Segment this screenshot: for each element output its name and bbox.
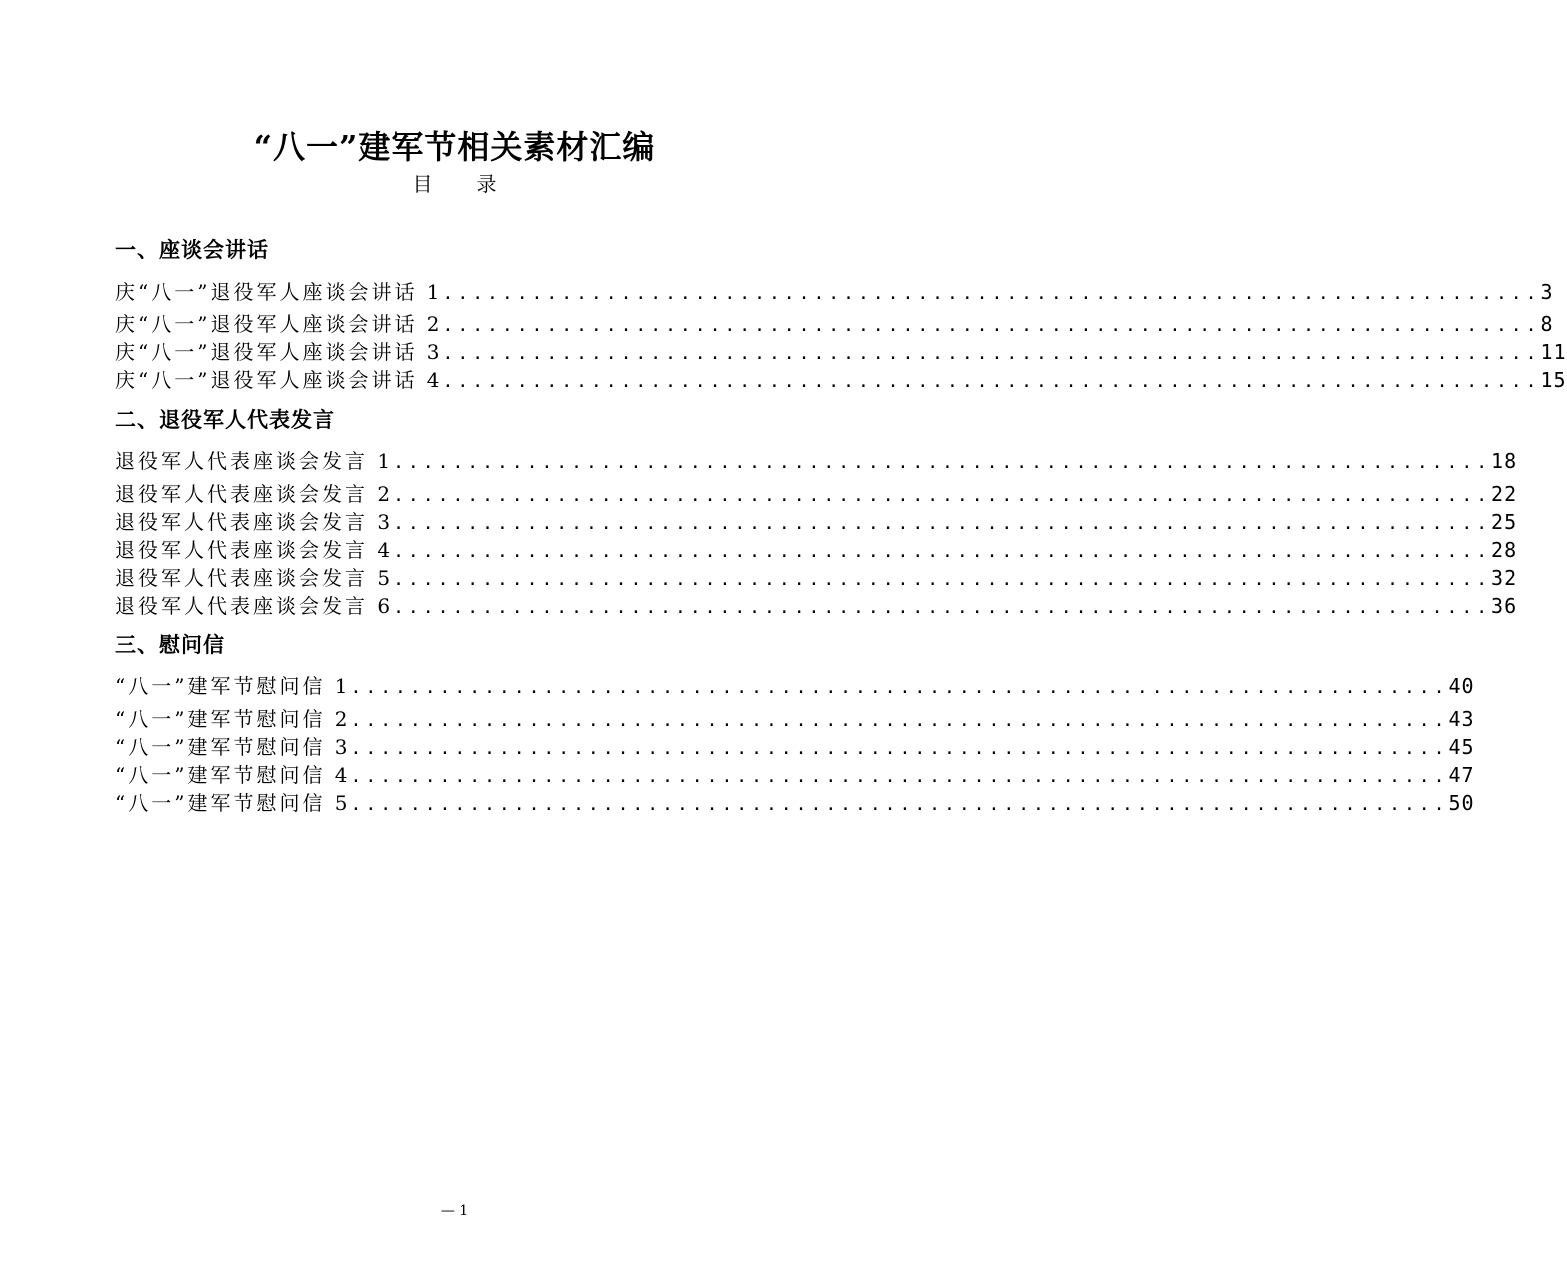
- toc-entry[interactable]: [115, 734, 1475, 760]
- toc-entry-title: 退役军人代表座谈会发言 4: [115, 538, 394, 562]
- toc-entry-page: 18: [1491, 449, 1518, 473]
- dot-leader: ..........................................................................: [350, 710, 1449, 731]
- dot-leader: ..........................................................................: [350, 677, 1449, 698]
- toc-entry[interactable]: [115, 311, 1554, 337]
- dot-leader: ..........................................................................: [393, 541, 1492, 562]
- dot-leader: ..........................................................................: [442, 343, 1541, 364]
- dot-leader: ..........................................................................: [350, 766, 1449, 787]
- toc-entry[interactable]: [115, 481, 1518, 507]
- dot-leader: ..........................................................................: [393, 597, 1492, 618]
- toc-entry-title: 退役军人代表座谈会发言 2: [115, 482, 394, 506]
- toc-entry-title: 退役军人代表座谈会发言 5: [115, 566, 394, 590]
- toc-entry-page: 32: [1491, 566, 1518, 590]
- toc-entry-title: 退役军人代表座谈会发言 1: [115, 449, 394, 473]
- toc-entry-title: “八一”建军节慰问信 2: [115, 707, 351, 731]
- toc-subtitle: 目录: [412, 172, 541, 196]
- toc-entry[interactable]: [115, 448, 1518, 474]
- toc-entry-page: 50: [1448, 791, 1475, 815]
- section-heading: 一、座谈会讲话: [115, 238, 269, 262]
- toc-entry-title: 庆“八一”退役军人座谈会讲话 3: [115, 340, 443, 364]
- toc-entry-page: 8: [1540, 312, 1554, 336]
- toc-entry[interactable]: [115, 565, 1518, 591]
- toc-entry-page: 11: [1540, 340, 1567, 364]
- section-heading: 三、慰问信: [115, 633, 225, 657]
- toc-entry-page: 15: [1540, 368, 1567, 392]
- toc-entry[interactable]: [115, 593, 1518, 619]
- toc-entry-page: 3: [1540, 280, 1554, 304]
- toc-entry-title: “八一”建军节慰问信 4: [115, 763, 351, 787]
- toc-entry-title: 退役军人代表座谈会发言 3: [115, 510, 394, 534]
- toc-entry[interactable]: [115, 706, 1475, 732]
- toc-entry[interactable]: [115, 339, 1567, 365]
- dot-leader: ..........................................................................: [350, 738, 1449, 759]
- toc-entry[interactable]: [115, 279, 1554, 305]
- dot-leader: ..........................................................................: [442, 371, 1541, 392]
- toc-entry-page: 40: [1448, 674, 1475, 698]
- toc-entry[interactable]: [115, 790, 1475, 816]
- toc-entry-page: 28: [1491, 538, 1518, 562]
- document-title: “八一”建军节相关素材汇编: [253, 128, 656, 166]
- toc-entry-title: “八一”建军节慰问信 3: [115, 735, 351, 759]
- dot-leader: ..........................................................................: [393, 513, 1492, 534]
- toc-entry-title: 庆“八一”退役军人座谈会讲话 1: [115, 280, 443, 304]
- toc-entry-page: 43: [1448, 707, 1475, 731]
- toc-entry-title: 退役军人代表座谈会发言 6: [115, 594, 394, 618]
- section-heading: 二、退役军人代表发言: [115, 408, 335, 432]
- toc-entry-title: “八一”建军节慰问信 1: [115, 674, 351, 698]
- toc-entry[interactable]: [115, 673, 1475, 699]
- dot-leader: ..........................................................................: [442, 283, 1541, 304]
- toc-entry-page: 36: [1491, 594, 1518, 618]
- toc-entry-title: 庆“八一”退役军人座谈会讲话 4: [115, 368, 443, 392]
- dot-leader: ..........................................................................: [393, 452, 1492, 473]
- toc-entry[interactable]: [115, 537, 1518, 563]
- toc-entry[interactable]: [115, 367, 1567, 393]
- toc-entry-title: “八一”建军节慰问信 5: [115, 791, 351, 815]
- toc-entry-page: 45: [1448, 735, 1475, 759]
- toc-entry[interactable]: [115, 509, 1518, 535]
- dot-leader: ..........................................................................: [393, 485, 1492, 506]
- page-number-footer: — 1: [440, 1203, 469, 1219]
- toc-entry-title: 庆“八一”退役军人座谈会讲话 2: [115, 312, 443, 336]
- dot-leader: ..........................................................................: [350, 794, 1449, 815]
- toc-entry-page: 22: [1491, 482, 1518, 506]
- dot-leader: ..........................................................................: [393, 569, 1492, 590]
- toc-entry-page: 47: [1448, 763, 1475, 787]
- toc-entry[interactable]: [115, 762, 1475, 788]
- dot-leader: ..........................................................................: [442, 315, 1541, 336]
- toc-entry-page: 25: [1491, 510, 1518, 534]
